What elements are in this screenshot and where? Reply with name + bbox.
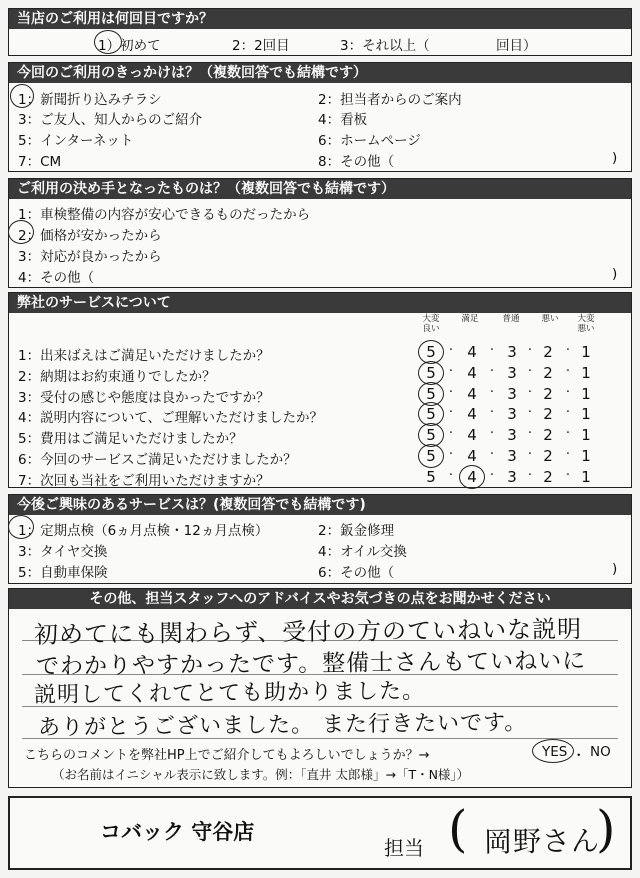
shop-name: コバック 守谷店 [100, 820, 255, 844]
q4-q6-option-2[interactable]: 2 [543, 447, 553, 465]
comment-handwriting-4: ありがとうございました。 また行きたいです。 [37, 710, 528, 741]
q4-q2-option-5[interactable]: 5 [426, 363, 436, 382]
q4-q5-option-5[interactable]: 5 [426, 426, 436, 445]
q3-item-3[interactable]: 3：対応が良かったから [18, 249, 162, 265]
q4-separator-dot: · [565, 384, 571, 400]
q2-item-7[interactable]: 7：CM [18, 154, 62, 170]
q2-item-1[interactable]: 1：新聞折り込みチラシ [18, 92, 162, 108]
q2-header: 今回のご利用のきっかけは？（複数回答でも結構です） [9, 63, 631, 83]
q2-item-8[interactable]: 8：その他（ [318, 154, 395, 170]
q4-separator-dot: · [565, 363, 571, 379]
q1-option-1[interactable]: 1）初めて [98, 38, 161, 54]
q4-q7-answer-circle [459, 465, 485, 489]
q4-q3-option-4[interactable]: 4 [467, 384, 477, 403]
q5-close-paren: ) [612, 561, 618, 577]
q4-q4-option-3[interactable]: 3 [507, 405, 517, 424]
q4-separator-dot: · [448, 363, 454, 379]
q4-separator-dot: · [448, 426, 454, 442]
comment-handwriting-2: でわかりやすかったです。整備士さんもていねいに [35, 648, 587, 680]
q1-option-3-unit: 回目） [496, 38, 537, 54]
q3-item-1[interactable]: 1：車検整備の内容が安心できるものだったから [18, 207, 311, 223]
q4-separator-dot: · [565, 467, 571, 483]
q4-question-4: 4：説明内容について、ご理解いただけましたか？ [18, 410, 324, 427]
q4-q3-option-2[interactable]: 2 [543, 384, 553, 403]
staff-name: 岡野さん [483, 824, 601, 859]
q2-answer-circle [10, 84, 34, 108]
q4-q1-option-5[interactable]: 5 [426, 343, 436, 361]
consent-separator: ・ [572, 748, 586, 764]
q4-separator-dot: · [489, 467, 495, 483]
q4-q7-option-1[interactable]: 1 [581, 467, 591, 486]
q4-q1-option-1[interactable]: 1 [581, 343, 591, 361]
q4-q6-answer-circle [418, 444, 444, 468]
q4-separator-dot: · [489, 447, 495, 462]
q4-separator-dot: · [565, 426, 571, 442]
q4-separator-dot: · [448, 467, 454, 483]
q4-q1-option-3[interactable]: 3 [507, 343, 517, 361]
q4-separator-dot: · [489, 363, 495, 379]
q4-q7-option-4[interactable]: 4 [467, 467, 477, 486]
comment-handwriting-3: 説明してくれてとても助かりました。 [33, 678, 426, 709]
staff-label: 担当 [384, 836, 424, 860]
q4-separator-dot: · [489, 343, 495, 358]
q4-separator-dot: · [489, 384, 495, 400]
q4-q1-option-2[interactable]: 2 [543, 343, 553, 361]
q4-question-5: 5：費用はご満足いただけましたか？ [18, 431, 243, 448]
q4-q5-option-2[interactable]: 2 [543, 426, 553, 445]
q4-q7-option-2[interactable]: 2 [543, 467, 553, 486]
q4-separator-dot: · [448, 447, 454, 462]
q4-q2-option-2[interactable]: 2 [543, 363, 553, 382]
q4-q4-option-2[interactable]: 2 [543, 405, 553, 424]
q4-q3-option-5[interactable]: 5 [426, 384, 436, 403]
q3-item-4[interactable]: 4：その他（ [18, 270, 95, 286]
q2-item-2[interactable]: 2：担当者からのご案内 [318, 92, 462, 108]
q4-separator-dot: · [565, 343, 571, 358]
q4-question-2: 2：納期はお約束通りでしたか？ [18, 368, 216, 385]
q4-q6-option-5[interactable]: 5 [426, 447, 436, 465]
q4-question-1: 1：出来ばえはご満足いただけましたか？ [18, 348, 270, 364]
q1-option-3[interactable]: 3：それ以上（ [340, 38, 430, 54]
q5-item-4[interactable]: 4：オイル交換 [318, 544, 407, 560]
q4-separator-dot: · [527, 426, 533, 442]
q3-close-paren: ) [612, 266, 618, 282]
q5-header: 今後ご興味のあるサービスは？(複数回答でも結構です) [9, 495, 631, 515]
q4-column-header-1: 大変良い [422, 314, 440, 334]
q1-option-2[interactable]: 2：2回目 [232, 38, 290, 54]
q4-column-header-3: 普通 [502, 314, 520, 324]
q4-column-header-2: 満足 [461, 314, 479, 324]
q3-header: ご利用の決め手となったものは？（複数回答でも結構です） [9, 179, 631, 199]
q4-q1-option-4[interactable]: 4 [467, 343, 477, 361]
q4-q7-option-3[interactable]: 3 [507, 467, 517, 486]
q4-q2-option-3[interactable]: 3 [507, 363, 517, 382]
q4-separator-dot: · [527, 405, 533, 421]
q4-separator-dot: · [448, 384, 454, 400]
q4-q4-option-1[interactable]: 1 [581, 405, 591, 424]
q3-answer-circle [8, 220, 34, 244]
q2-close-paren: ) [612, 150, 618, 166]
q5-item-2[interactable]: 2：鈑金修理 [318, 523, 395, 539]
q5-item-6[interactable]: 6：その他（ [318, 565, 395, 581]
q5-item-1[interactable]: 1：定期点検（6ヵ月点検・12ヵ月点検） [18, 523, 269, 539]
q6-header: その他、担当スタッフへのアドバイスやお気づきの点をお聞かせください [9, 589, 631, 609]
q5-item-5[interactable]: 5：自動車保険 [18, 565, 108, 581]
q4-q3-option-3[interactable]: 3 [507, 384, 517, 403]
q4-separator-dot: · [565, 447, 571, 462]
q4-q5-option-4[interactable]: 4 [467, 426, 477, 445]
q4-q4-option-5[interactable]: 5 [426, 405, 436, 424]
staff-close-paren: ) [596, 800, 616, 858]
q4-column-header-4: 悪い [541, 314, 559, 324]
consent-yes-circle [532, 739, 574, 763]
q4-q6-option-3[interactable]: 3 [507, 447, 517, 465]
q4-q2-option-1[interactable]: 1 [581, 363, 591, 382]
q4-separator-dot: · [527, 467, 533, 483]
hp-consent-question: こちらのコメントを弊社HP上でご紹介してもよろしいでしょうか？→ [24, 748, 430, 763]
q4-q5-option-3[interactable]: 3 [507, 426, 517, 445]
q4-q6-option-1[interactable]: 1 [581, 447, 591, 465]
q4-separator-dot: · [448, 405, 454, 421]
q4-q5-option-1[interactable]: 1 [581, 426, 591, 445]
q4-q4-option-4[interactable]: 4 [467, 405, 477, 424]
q4-separator-dot: · [489, 426, 495, 442]
comment-handwriting-1: 初めてにも関わらず、受付の方のていねいな説明 [33, 615, 583, 649]
q4-question-6: 6：今回のサービスご満足いただけましたか？ [18, 452, 297, 468]
q4-column-header-5: 大変悪い [577, 314, 595, 334]
consent-yes-option[interactable]: YES [542, 744, 568, 760]
q4-question-3: 3：受付の感じや態度は良かったですか？ [18, 389, 270, 406]
q4-q6-option-4[interactable]: 4 [467, 447, 477, 465]
q4-separator-dot: · [489, 405, 495, 421]
q2-item-6[interactable]: 6：ホームページ [318, 133, 421, 149]
staff-open-paren: ( [448, 800, 468, 858]
q4-q2-option-4[interactable]: 4 [467, 363, 477, 382]
q4-question-7: 7：次回も当社をご利用いただけますか？ [18, 472, 270, 489]
q4-separator-dot: · [565, 405, 571, 421]
q4-separator-dot: · [448, 343, 454, 358]
consent-no-option[interactable]: NO [590, 744, 611, 760]
q1-answer-circle [94, 30, 122, 54]
q5-answer-circle [8, 515, 34, 539]
q4-separator-dot: · [527, 343, 533, 358]
q4-header: 弊社のサービスについて [9, 293, 631, 313]
q2-item-4[interactable]: 4：看板 [318, 112, 368, 128]
q3-item-2[interactable]: 2：価格が安かったから [18, 228, 162, 244]
q4-q7-option-5[interactable]: 5 [426, 467, 436, 486]
q4-q3-option-1[interactable]: 1 [581, 384, 591, 403]
q4-separator-dot: · [527, 384, 533, 400]
q5-item-3[interactable]: 3：タイヤ交換 [18, 544, 108, 560]
initials-note: （お名前はイニシャル表示に致します。例：「直井 太郎様」→「T・N様」） [52, 767, 470, 782]
q2-item-3[interactable]: 3：ご友人、知人からのご紹介 [18, 112, 203, 128]
q4-separator-dot: · [527, 447, 533, 462]
q2-item-5[interactable]: 5：インターネット [18, 133, 134, 149]
q1-header: 当店のご利用は何回目ですか？ [9, 9, 631, 29]
q4-separator-dot: · [527, 363, 533, 379]
